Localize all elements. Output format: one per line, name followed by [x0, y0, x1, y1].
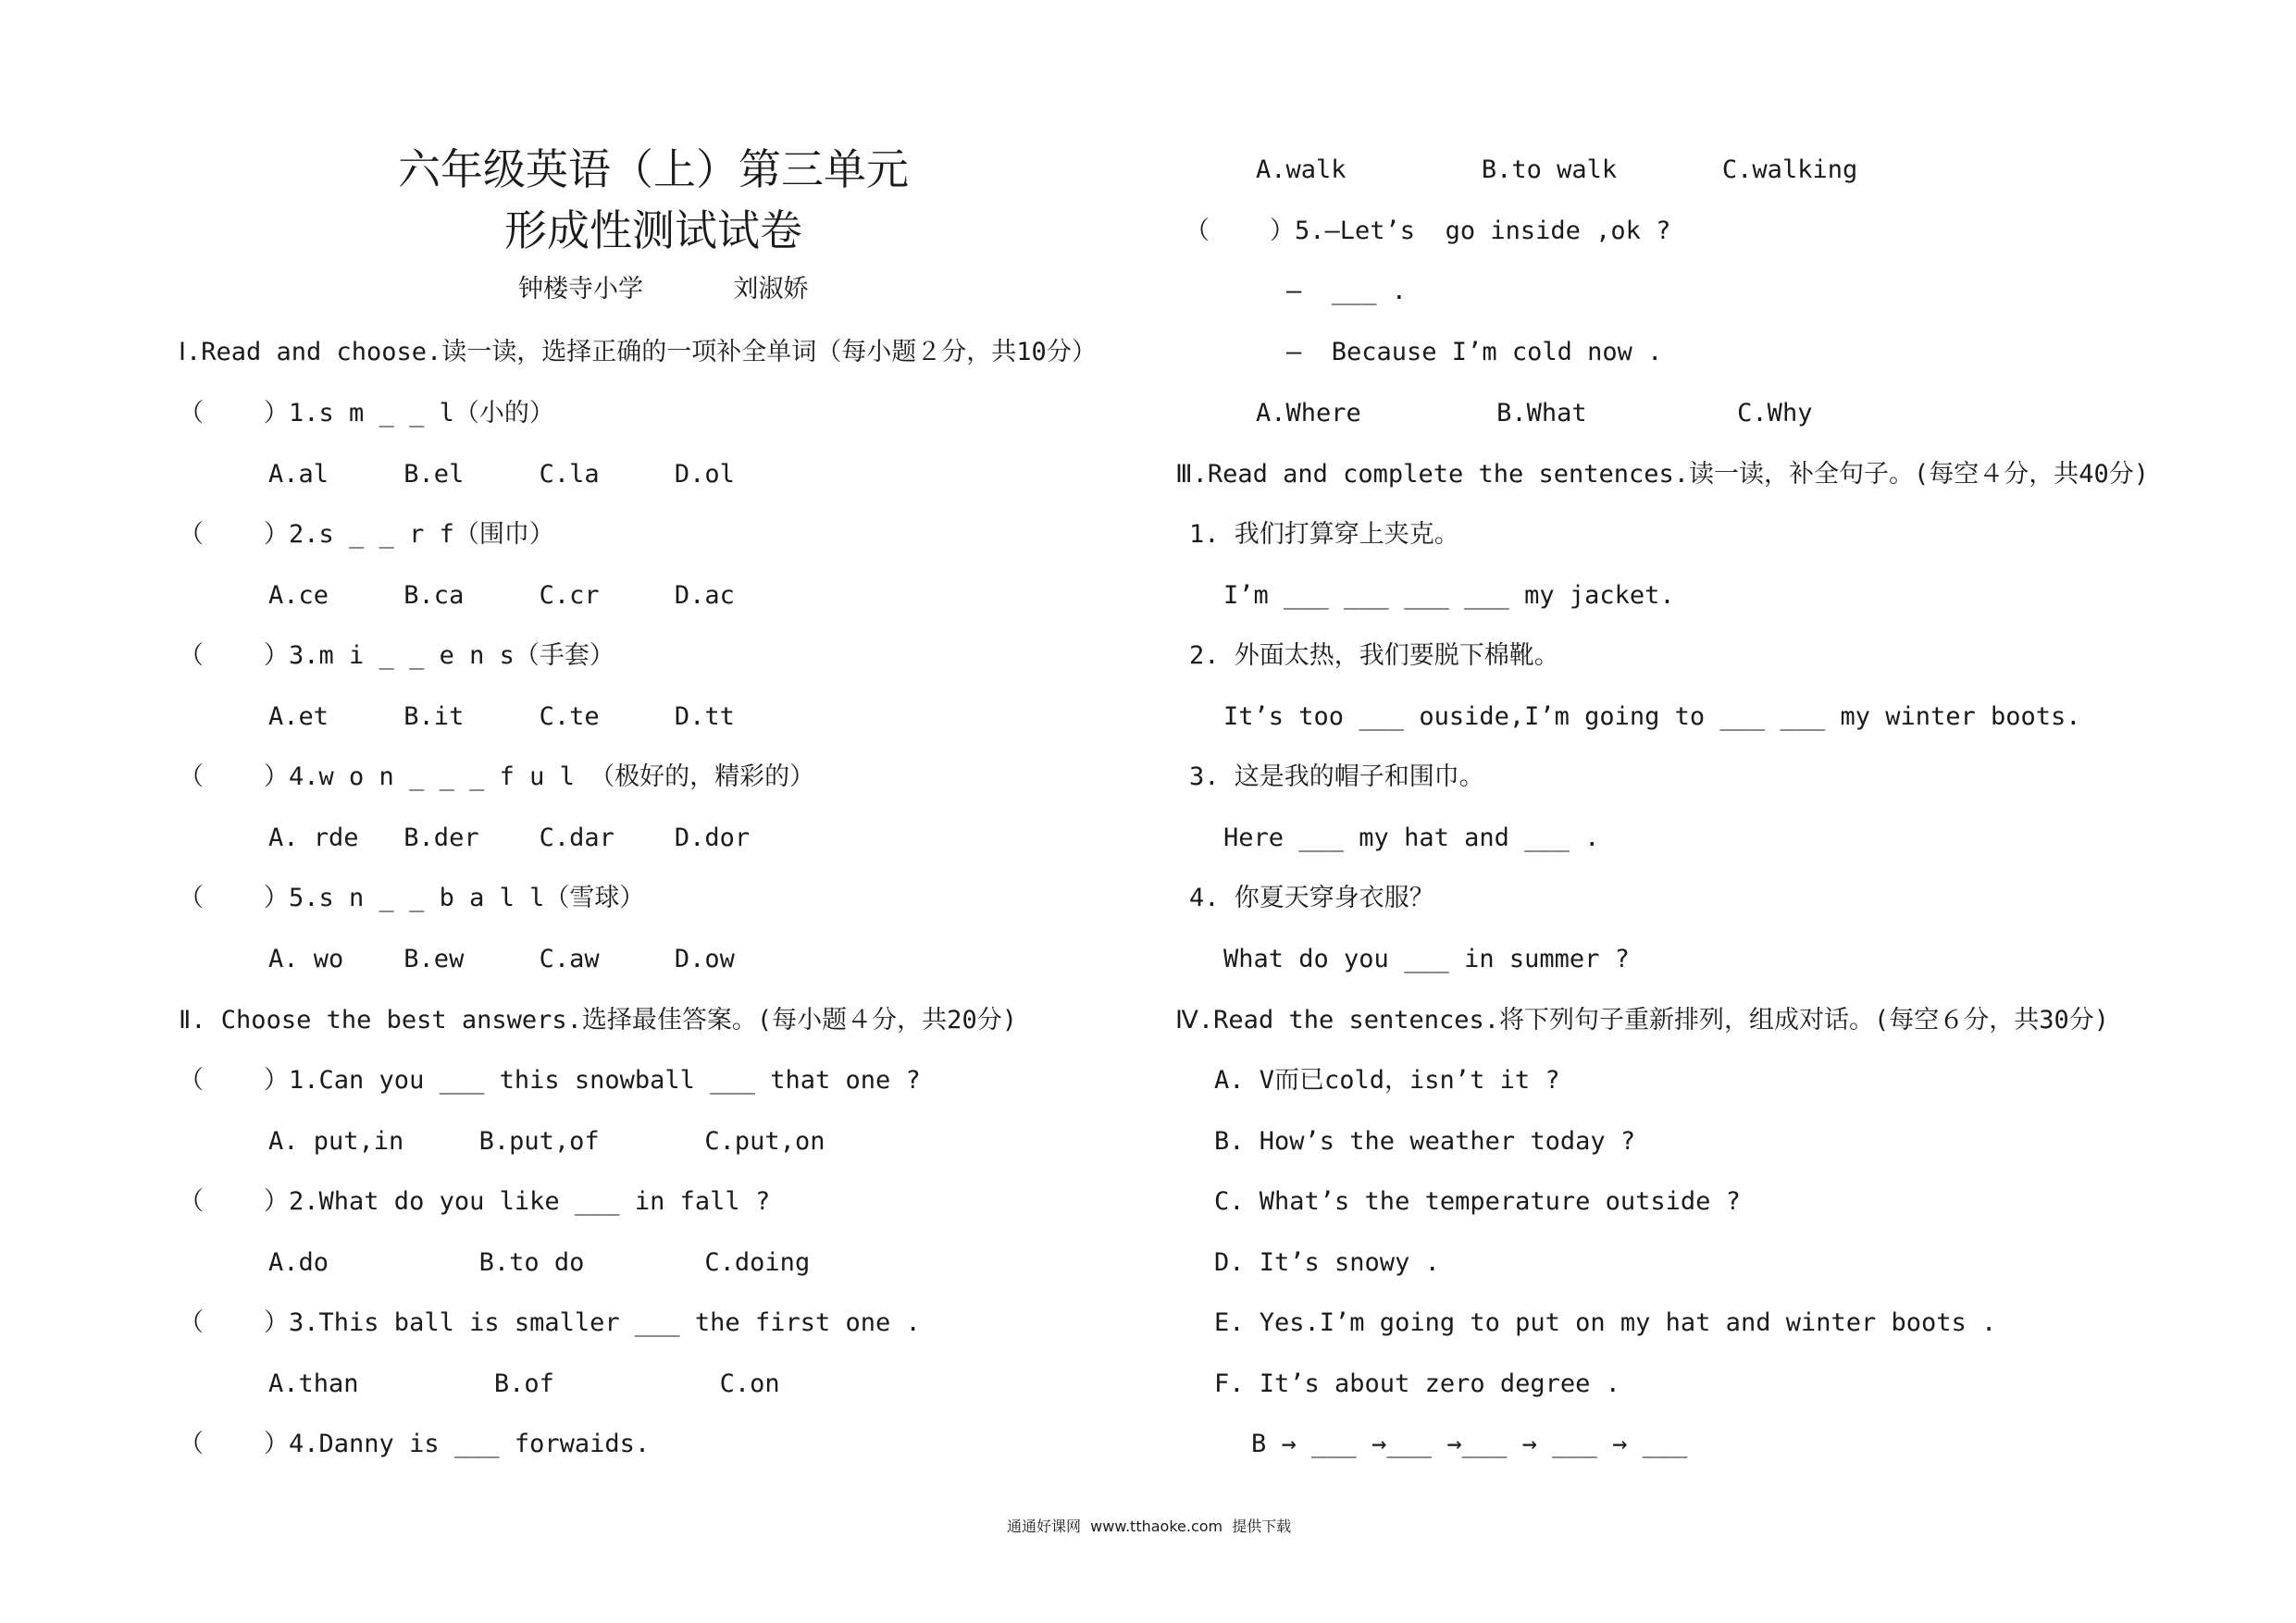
s4-sentence-e: E. Yes.I’m going to put on my hat and winter boots .: [1214, 1308, 1997, 1337]
page-title: 六年级英语（上）第三单元: [398, 144, 909, 194]
s4-sentence-d: D. It’s snowy .: [1214, 1248, 1440, 1277]
s3-sentence-4-english: What do you ___ in summer ?: [1223, 945, 1630, 973]
s4-order-answer-line: B → ___ →___ →___ → ___ → ___: [1251, 1430, 1688, 1458]
s2-question-1-options: A. put,in B.put,of C.put,on: [268, 1127, 825, 1156]
s3-sentence-2-chinese: 2. 外面太热，我们要脱下棉靴。: [1189, 641, 1559, 670]
s4-sentence-b: B. How’s the weather today ?: [1214, 1127, 1636, 1156]
s3-sentence-3-english: Here ___ my hat and ___ .: [1223, 824, 1600, 852]
s1-question-4-options: A. rde B.der C.dar D.dor: [268, 824, 751, 852]
s3-sentence-4-chinese: 4. 你夏天穿身衣服？: [1189, 884, 1434, 912]
footer-credit: 通通好课网 www.tthaoke.com 提供下载: [1007, 1518, 1292, 1535]
s1-question-3: （ ）3.m i _ _ e n s（手套）: [179, 641, 614, 670]
s1-question-1-options: A.al B.el C.la D.ol: [268, 460, 735, 489]
section-4-heading: Ⅳ.Read the sentences.将下列句子重新排列，组成对话。(每空６分，共30分): [1175, 1006, 2110, 1035]
s3-sentence-1-chinese: 1. 我们打算穿上夹克。: [1189, 520, 1459, 549]
s1-question-5: （ ）5.s n _ _ b a l l（雪球）: [179, 884, 645, 912]
author-line: 钟楼寺小学 刘淑娇: [518, 275, 809, 304]
s1-question-1: （ ）1.s m _ _ l（小的）: [179, 399, 554, 427]
s2-question-5-options: A.Where B.What C.Why: [1256, 399, 1813, 427]
s2-question-4: （ ）4.Danny is ___ forwaids.: [179, 1430, 651, 1458]
s1-question-2-options: A.ce B.ca C.cr D.ac: [268, 581, 735, 610]
s1-question-3-options: A.et B.it C.te D.tt: [268, 702, 735, 731]
s1-question-2: （ ）2.s _ _ r f（围巾）: [179, 520, 554, 549]
s1-question-4: （ ）4.w o n _ _ _ f u l （极好的，精彩的）: [179, 762, 815, 791]
s4-sentence-f: F. It’s about zero degree .: [1214, 1369, 1620, 1398]
s2-question-5-reply-2: — Because I’m cold now .: [1286, 338, 1663, 366]
s1-question-5-options: A. wo B.ew C.aw D.ow: [268, 945, 735, 973]
section-1-heading: Ⅰ.Read and choose.读一读，选择正确的一项补全单词（每小题２分，共10分）: [179, 338, 1097, 366]
section-2-heading: Ⅱ. Choose the best answers.选择最佳答案。(每小题４分，共20分): [179, 1006, 1017, 1035]
s2-question-4-options: A.walk B.to walk C.walking: [1256, 155, 1858, 184]
section-3-heading: Ⅲ.Read and complete the sentences.读一读，补全句子。(每空４分，共40分): [1175, 460, 2150, 489]
s2-question-3-options: A.than B.of C.on: [268, 1369, 780, 1398]
s2-question-5-reply-1: — ___ .: [1286, 277, 1408, 305]
s2-question-5: （ ）5.—Let’s go inside ,ok ?: [1185, 217, 1671, 245]
s3-sentence-1-english: I’m ___ ___ ___ ___ my jacket.: [1223, 581, 1675, 610]
s2-question-2-options: A.do B.to do C.doing: [268, 1248, 811, 1277]
s2-question-2: （ ）2.What do you like ___ in fall ?: [179, 1187, 771, 1216]
page-subtitle: 形成性测试试卷: [504, 205, 802, 255]
s2-question-3: （ ）3.This ball is smaller ___ the first one .: [179, 1308, 921, 1337]
s4-sentence-c: C. What’s the temperature outside ?: [1214, 1187, 1741, 1216]
s3-sentence-3-chinese: 3. 这是我的帽子和围巾。: [1189, 762, 1484, 791]
s2-question-1: （ ）1.Can you ___ this snowball ___ that one ?: [179, 1066, 921, 1095]
s4-sentence-a: A. V而已cold，isn’t it ?: [1214, 1066, 1560, 1095]
s3-sentence-2-english: It’s too ___ ouside,I’m going to ___ ___ my winter boots.: [1223, 702, 2081, 731]
